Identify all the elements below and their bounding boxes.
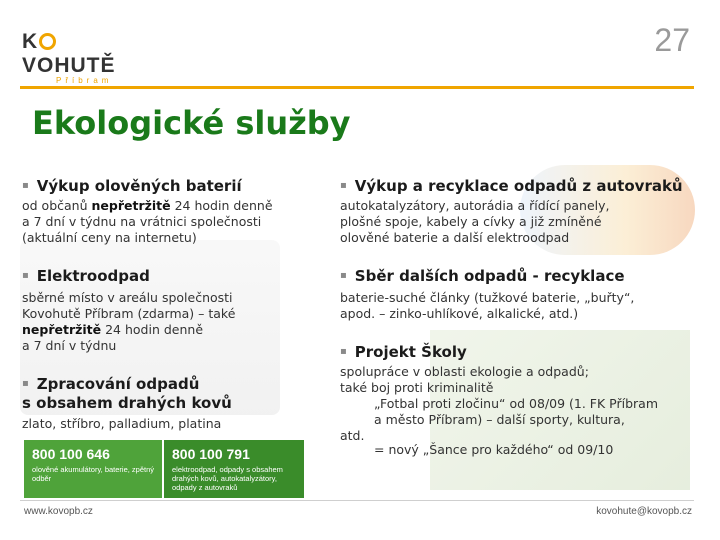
logo-letters: VOHUTĚ bbox=[22, 54, 116, 77]
text-line: a město Příbram) – další sporty, kultura, bbox=[374, 412, 625, 427]
hotline-description: elektroodpad, odpady s obsahem drahých kovů, autokatalyzátory, odpady z autovraků bbox=[172, 465, 283, 492]
text-line: 24 hodin denně bbox=[170, 198, 273, 213]
heading-text: Výkup olověných baterií bbox=[36, 177, 242, 195]
text-line: autokatalyzátory, autorádia a řídící panely, bbox=[340, 198, 610, 213]
text-car-wrecks bbox=[340, 198, 610, 246]
heading-text: Sběr dalších odpadů - recyklace bbox=[354, 267, 625, 285]
text-line: apod. – zinko-uhlíkové, alkalické, atd.) bbox=[340, 306, 579, 321]
page-number: 27 bbox=[654, 22, 690, 58]
bullet-icon: ▪ bbox=[22, 270, 29, 281]
hotline-e-waste bbox=[164, 440, 304, 498]
slide-title: Ekologické služby bbox=[32, 104, 351, 142]
logo-subtitle: Příbram bbox=[56, 76, 113, 85]
bullet-icon: ▪ bbox=[340, 270, 347, 281]
bullet-icon: ▪ bbox=[22, 378, 29, 389]
text-line: baterie-suché články (tužkové baterie, „buřty“, bbox=[340, 290, 635, 305]
company-logo bbox=[22, 30, 132, 85]
text-emphasis: nepřetržitě bbox=[91, 198, 171, 213]
text-emphasis: nepřetržitě bbox=[22, 322, 102, 337]
email-link[interactable]: kovohute@kovopb.cz bbox=[596, 506, 692, 517]
text-e-waste bbox=[22, 290, 235, 354]
heading-text: Elektroodpad bbox=[36, 267, 150, 285]
heading-text: s obsahem drahých kovů bbox=[22, 394, 232, 412]
header-divider bbox=[20, 86, 694, 89]
heading-text: Projekt Školy bbox=[354, 343, 467, 361]
heading-other-waste bbox=[340, 266, 625, 286]
hotline-banner bbox=[24, 440, 304, 498]
text-line: Kovohutě Příbram (zdarma) – také bbox=[22, 306, 236, 321]
text-line: spolupráce v oblasti ekologie a odpadů; bbox=[340, 364, 589, 379]
text-lead-batteries bbox=[22, 198, 273, 246]
text-other-waste bbox=[340, 290, 634, 322]
heading-e-waste bbox=[22, 266, 150, 286]
text-line: (aktuální ceny na internetu) bbox=[22, 230, 197, 245]
bullet-icon: ▪ bbox=[22, 180, 29, 191]
text-line: atd. bbox=[340, 428, 365, 443]
hotline-number: 800 100 791 bbox=[172, 446, 250, 462]
text-precious-metals bbox=[22, 416, 221, 432]
bullet-icon: ▪ bbox=[340, 180, 347, 191]
logo-o-mark-icon bbox=[39, 33, 56, 50]
heading-precious-metals bbox=[22, 374, 232, 413]
text-line: plošné spoje, kabely a cívky a již zmíněné bbox=[340, 214, 602, 229]
bullet-icon: ▪ bbox=[340, 346, 347, 357]
hotline-batteries bbox=[24, 440, 162, 498]
heading-text: Zpracování odpadů bbox=[36, 375, 200, 393]
website-link[interactable]: www.kovopb.cz bbox=[24, 506, 93, 517]
text-line: zlato, stříbro, palladium, platina bbox=[22, 416, 222, 431]
heading-lead-batteries bbox=[22, 176, 242, 196]
logo-letter: K bbox=[22, 30, 39, 53]
text-school-project bbox=[340, 364, 658, 458]
text-line: „Fotbal proti zločinu“ od 08/09 (1. FK Příbram bbox=[374, 396, 659, 411]
text-line: 24 hodin denně bbox=[101, 322, 204, 337]
heading-text: Výkup a recyklace odpadů z autovraků bbox=[354, 177, 683, 195]
text-line: také boj proti kriminalitě bbox=[340, 380, 494, 395]
text-line: a 7 dní v týdnu bbox=[22, 338, 117, 353]
text-line: od občanů bbox=[22, 198, 88, 213]
text-line: sběrné místo v areálu společnosti bbox=[22, 290, 233, 305]
heading-car-wrecks bbox=[340, 176, 683, 196]
logo-wordmark bbox=[22, 30, 132, 78]
heading-school-project bbox=[340, 342, 467, 362]
hotline-description: olověné akumulátory, baterie, zpětný odběr bbox=[32, 465, 155, 483]
text-line: = nový „Šance pro každého“ od 09/10 bbox=[374, 442, 614, 457]
text-line: a 7 dní v týdnu na vrátnici společnosti bbox=[22, 214, 262, 229]
text-line: olověné baterie a další elektroodpad bbox=[340, 230, 570, 245]
footer-divider bbox=[20, 500, 694, 501]
hotline-number: 800 100 646 bbox=[32, 446, 110, 462]
